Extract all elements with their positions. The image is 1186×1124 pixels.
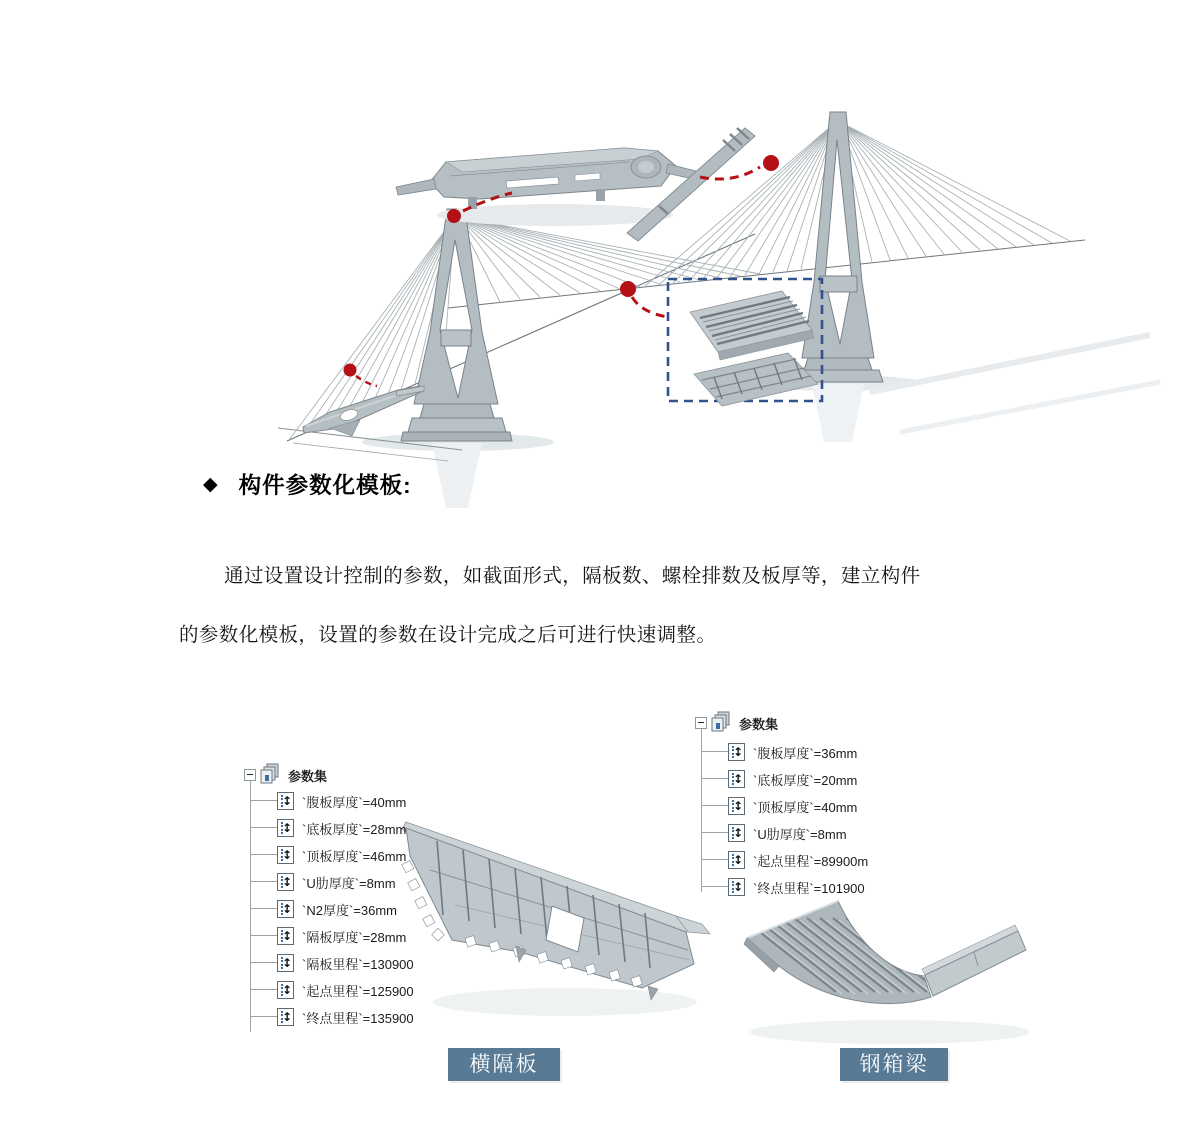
parameter-icon <box>728 878 745 896</box>
parameter-icon <box>277 954 294 972</box>
diamond-bullet: ◆ <box>203 473 218 495</box>
parameter-icon <box>277 1008 294 1026</box>
box-girder-parameter-tree <box>691 708 901 908</box>
tree-item <box>277 926 406 946</box>
tree-connector <box>701 751 728 752</box>
body-paragraph-line-1: 通过设置设计控制的参数，如截面形式，隔板数、螺栓排数及板厚等，建立构件 <box>224 565 921 587</box>
caption-diaphragm: 横隔板 <box>448 1048 560 1081</box>
callout-dot-girder <box>344 364 357 377</box>
box-girder-render <box>742 901 1030 1044</box>
callout-dot-deck <box>620 281 636 297</box>
parameter-label: `起点里程`=125900 <box>302 983 414 999</box>
parameter-icon <box>277 927 294 945</box>
caption-box-girder: 钢箱梁 <box>840 1048 948 1081</box>
tree-item <box>277 791 406 811</box>
parameter-label: `N2厚度`=36mm <box>302 902 397 918</box>
parameter-label: `腹板厚度`=36mm <box>753 745 858 761</box>
deck-panels-callout <box>668 279 822 406</box>
tree-root-row <box>695 712 778 734</box>
parameter-icon <box>277 846 294 864</box>
tree-item <box>728 769 857 789</box>
collapse-toggle-icon <box>244 769 256 781</box>
right-tower-right-fan <box>840 122 1070 262</box>
parameter-icon-arrow: ↕ <box>281 875 292 889</box>
parameter-icon-arrow: ↕ <box>732 826 743 840</box>
bridge-illustration <box>278 112 1160 508</box>
parameter-label: `腹板厚度`=40mm <box>302 794 407 810</box>
orthotropic-deck-panel <box>690 291 814 360</box>
body-paragraph-line-2: 的参数化模板，设置的参数在设计完成之后可进行快速调整。 <box>179 624 717 646</box>
parameter-icon <box>277 792 294 810</box>
parameter-label: `顶板厚度`=46mm <box>302 848 407 864</box>
tree-connector <box>250 908 277 909</box>
tree-item <box>277 818 406 838</box>
parameter-icon-arrow: ↕ <box>732 772 743 786</box>
tree-trunk <box>701 724 702 892</box>
tree-item <box>728 877 865 897</box>
tree-item <box>728 742 857 762</box>
parameter-icon <box>728 797 745 815</box>
tree-item <box>728 796 857 816</box>
tree-trunk <box>250 778 251 1032</box>
parameter-icon-arrow: ↕ <box>281 1010 292 1024</box>
callout-dot-cable <box>763 155 779 171</box>
tree-connector <box>250 881 277 882</box>
tree-connector <box>250 1016 277 1017</box>
parameter-icon <box>728 743 745 761</box>
tree-item <box>277 953 414 973</box>
parameter-label: `终点里程`=135900 <box>302 1010 414 1026</box>
tree-root-label: 参数集 <box>739 716 779 732</box>
tree-root-label: 参数集 <box>288 768 328 784</box>
parameter-icon <box>277 900 294 918</box>
parameter-icon <box>277 819 294 837</box>
tree-item <box>277 980 414 1000</box>
parameter-icon-arrow: ↕ <box>281 902 292 916</box>
tree-connector <box>250 854 277 855</box>
tree-item <box>728 823 847 843</box>
deck-underside-panel <box>694 353 818 406</box>
parameter-label: `底板厚度`=20mm <box>753 772 858 788</box>
left-pylon <box>401 209 512 441</box>
tree-item <box>277 872 396 892</box>
tree-connector <box>250 962 277 963</box>
parameter-icon-arrow: ↕ <box>732 745 743 759</box>
tree-item <box>277 1007 414 1027</box>
section-heading <box>203 468 412 500</box>
tree-connector <box>250 800 277 801</box>
parameter-label: `U肋厚度`=8mm <box>753 826 847 842</box>
parameter-label: `隔板厚度`=28mm <box>302 929 407 945</box>
parameter-icon <box>277 873 294 891</box>
parameter-label: `终点里程`=101900 <box>753 880 865 896</box>
tree-item <box>277 845 406 865</box>
callout-dot-pylon-top <box>447 209 461 223</box>
parameter-icon-arrow: ↕ <box>281 794 292 808</box>
section-title: 构件参数化模板: <box>238 473 412 498</box>
girder-segment-component <box>303 386 424 436</box>
tree-connector <box>701 859 728 860</box>
parameter-icon-arrow: ↕ <box>281 821 292 835</box>
tree-connector <box>701 805 728 806</box>
diaphragm-parameter-tree <box>240 762 460 1037</box>
parameter-set-icon <box>259 763 281 788</box>
tree-connector <box>701 832 728 833</box>
parameter-icon-arrow: ↕ <box>732 799 743 813</box>
tree-connector <box>250 935 277 936</box>
parameter-icon-arrow: ↕ <box>732 853 743 867</box>
tree-item <box>728 850 868 870</box>
parameter-icon-arrow: ↕ <box>281 848 292 862</box>
parameter-icon <box>277 981 294 999</box>
parameter-icon-arrow: ↕ <box>281 983 292 997</box>
parameter-icon-arrow: ↕ <box>281 956 292 970</box>
parameter-icon <box>728 824 745 842</box>
tree-root-row <box>244 764 327 786</box>
parameter-label: `顶板厚度`=40mm <box>753 799 858 815</box>
parameter-icon <box>728 770 745 788</box>
parameter-icon-arrow: ↕ <box>281 929 292 943</box>
tree-connector <box>701 778 728 779</box>
tree-connector <box>250 989 277 990</box>
tree-item <box>277 899 397 919</box>
parameter-label: `U肋厚度`=8mm <box>302 875 396 891</box>
parameter-label: `起点里程`=89900m <box>753 853 869 869</box>
left-tower-right-fan <box>458 217 760 302</box>
parameter-set-icon <box>710 711 732 736</box>
deck-lines <box>278 234 1085 461</box>
parameter-label: `底板厚度`=28mm <box>302 821 407 837</box>
tree-connector <box>250 827 277 828</box>
collapse-toggle-icon <box>695 717 707 729</box>
tree-connector <box>701 886 728 887</box>
parameter-icon-arrow: ↕ <box>732 880 743 894</box>
parameter-icon <box>728 851 745 869</box>
parameter-label: `隔板里程`=130900 <box>302 956 414 972</box>
